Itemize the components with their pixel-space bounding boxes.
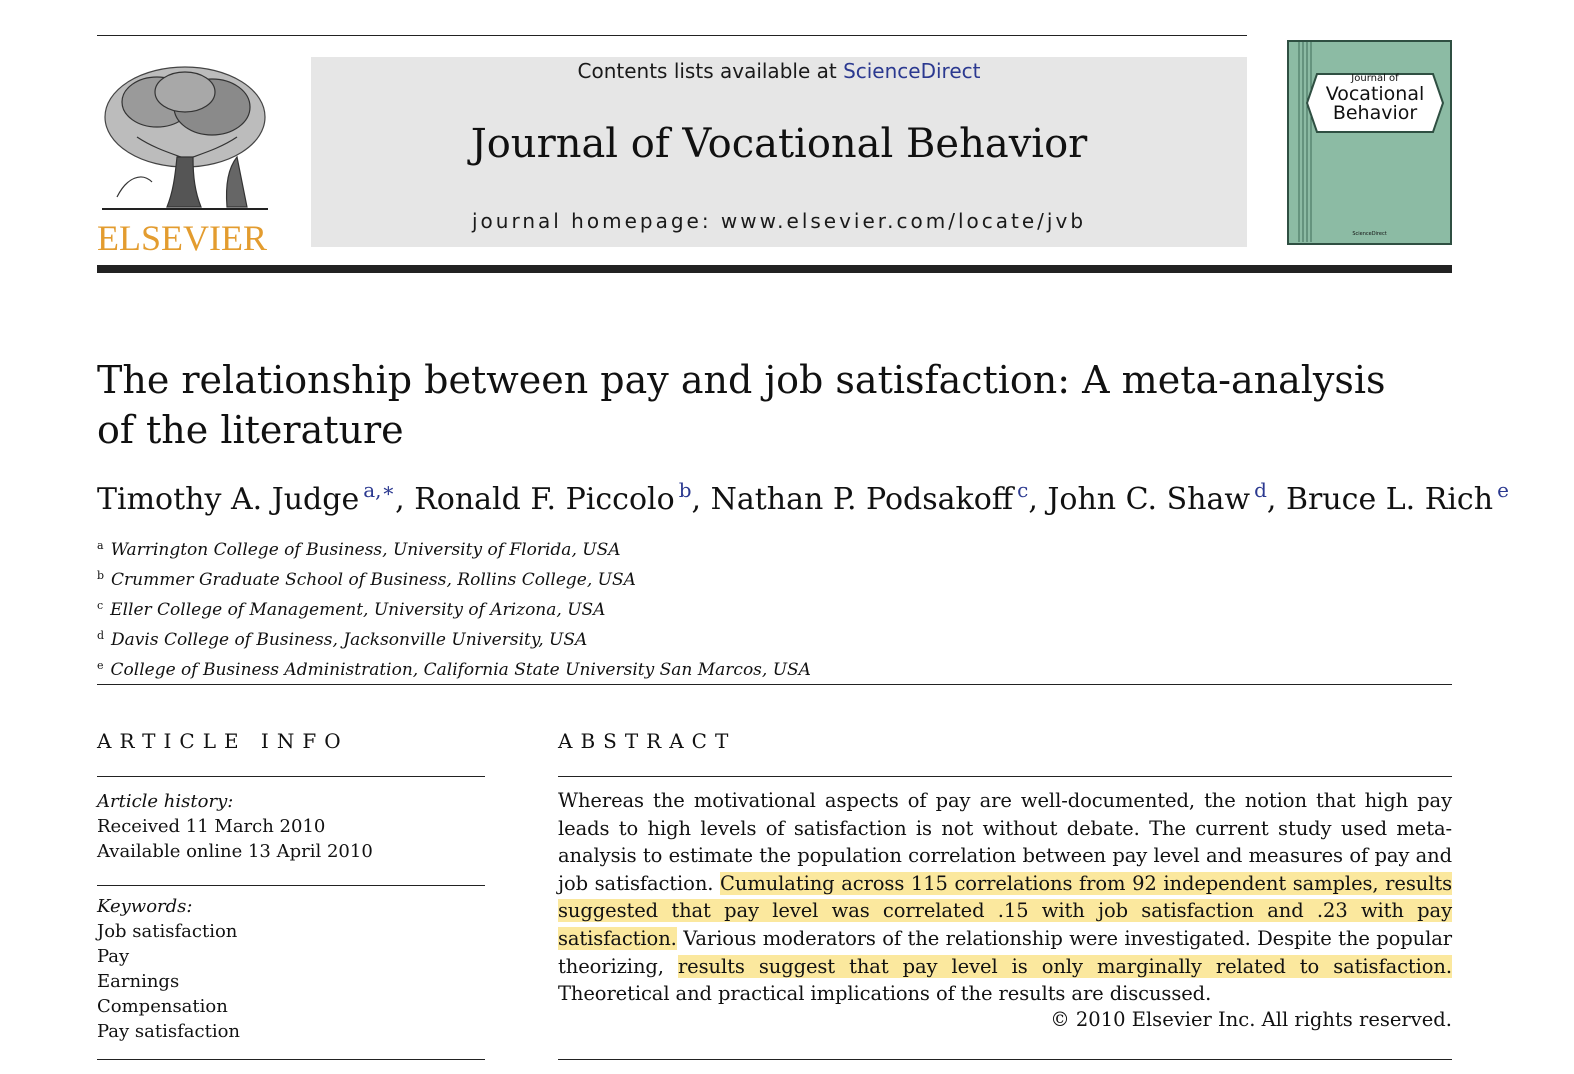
author-name: Timothy A. Judge [97,482,360,517]
author-affiliation-mark[interactable]: c [1017,478,1029,502]
article-info-top-rule [97,776,485,777]
affiliation-text: College of Business Administration, California State University San Marcos, USA [110,660,811,680]
abstract-text-segment: Theoretical and practical implications of the results are discussed. [558,982,1212,1006]
journal-banner [311,57,1247,247]
affiliation-text: Davis College of Business, Jacksonville University, USA [111,630,588,650]
abstract-bottom-rule [558,1059,1452,1060]
abstract-body [558,787,1452,1008]
affiliation-item [97,563,1097,593]
author-separator: , [1266,482,1286,517]
affiliation-text: Eller College of Management, University of Arizona, USA [110,600,606,620]
journal-cover [1287,40,1452,245]
article-title-line1: The relationship between pay and job satisfaction: A meta-analysis [97,358,1386,402]
sciencedirect-link[interactable]: ScienceDirect [843,59,981,83]
abstract-highlight: Cumulating across 115 correlations from 92 independent samples, results suggested that pay level was correlated .15 with job satisfaction and .23 with pay satisfaction. [558,871,1452,950]
cover-title [1311,74,1439,124]
affiliations-divider [97,684,1452,685]
available-online-date: Available online 13 April 2010 [97,841,373,862]
keywords-bottom-rule [97,1059,485,1060]
affiliation-mark: e [97,659,104,672]
abstract-text-segment: Whereas the motivational aspects of pay are well-documented, the notion that high pay leads to high levels of satisfaction is not without debate. The current study used meta-analysis to estimate the population correlation between pay level and measures of pay and job satisfaction. [558,789,1452,895]
elsevier-logo [97,57,273,258]
abstract-top-rule [558,776,1452,777]
article-history [97,789,485,864]
contents-line [311,59,1247,83]
affiliation-mark: d [97,629,105,642]
keywords-block [97,894,485,1044]
article-title-line2: of the literature [97,408,404,452]
affiliation-mark: c [97,599,104,612]
keyword-item: Pay [97,946,130,967]
affiliation-item [97,593,1097,623]
author-separator: , [395,482,415,517]
journal-title: Journal of Vocational Behavior [470,121,1088,167]
cover-title-small: Journal of [1351,73,1399,84]
abstract-text-segment: Various moderators of the relationship were investigated. Despite the popular theorizing, [558,926,1452,978]
author-name: Nathan P. Podsakoff [710,482,1014,517]
affiliation-mark: a [97,539,104,552]
keyword-item: Pay satisfaction [97,1021,241,1042]
author-affiliation-mark[interactable]: a,∗ [363,478,396,502]
keyword-item: Job satisfaction [97,921,238,942]
affiliation-item [97,623,1097,653]
publisher-name: ELSEVIER [97,218,267,258]
author-list [97,478,1509,517]
author-affiliation-mark[interactable]: d [1254,478,1267,502]
journal-homepage-link[interactable]: journal homepage: www.elsevier.com/locate/jvb [471,209,1087,233]
article-title [97,355,1397,455]
affiliation-list [97,533,1097,683]
cover-title-line2: Behavior [1332,102,1418,125]
affiliation-item [97,533,1097,563]
affiliation-mark: b [97,569,105,582]
contents-prefix: Contents lists available at [577,59,844,83]
keyword-item: Earnings [97,971,180,992]
abstract-highlight: results suggest that pay level is only marginally related to satisfaction. [677,954,1452,978]
affiliation-text: Warrington College of Business, University of Florida, USA [110,540,621,560]
article-history-divider [97,885,485,886]
article-history-label: Article history: [97,791,234,812]
article-info-heading: ARTICLE INFO [97,729,349,753]
cover-title-line1: Vocational [1325,82,1425,105]
author-name: John C. Shaw [1047,482,1251,517]
author-separator: , [1028,482,1048,517]
abstract-heading: ABSTRACT [558,729,737,753]
author-affiliation-mark[interactable]: e [1497,478,1509,502]
affiliation-item [97,653,1097,683]
header-bottom-rule [97,265,1452,273]
affiliation-text: Crummer Graduate School of Business, Rollins College, USA [111,570,636,590]
keyword-item: Compensation [97,996,228,1017]
received-date: Received 11 March 2010 [97,816,326,837]
author-separator: , [691,482,711,517]
header-top-rule [97,35,1247,36]
copyright-notice: © 2010 Elsevier Inc. All rights reserved. [1050,1008,1452,1031]
cover-footer: ScienceDirect [1352,231,1387,237]
author-name: Bruce L. Rich [1285,482,1494,517]
author-name: Ronald F. Piccolo [414,482,675,517]
author-affiliation-mark[interactable]: b [678,478,692,502]
elsevier-tree-icon [97,57,273,217]
keywords-label: Keywords: [97,896,193,917]
